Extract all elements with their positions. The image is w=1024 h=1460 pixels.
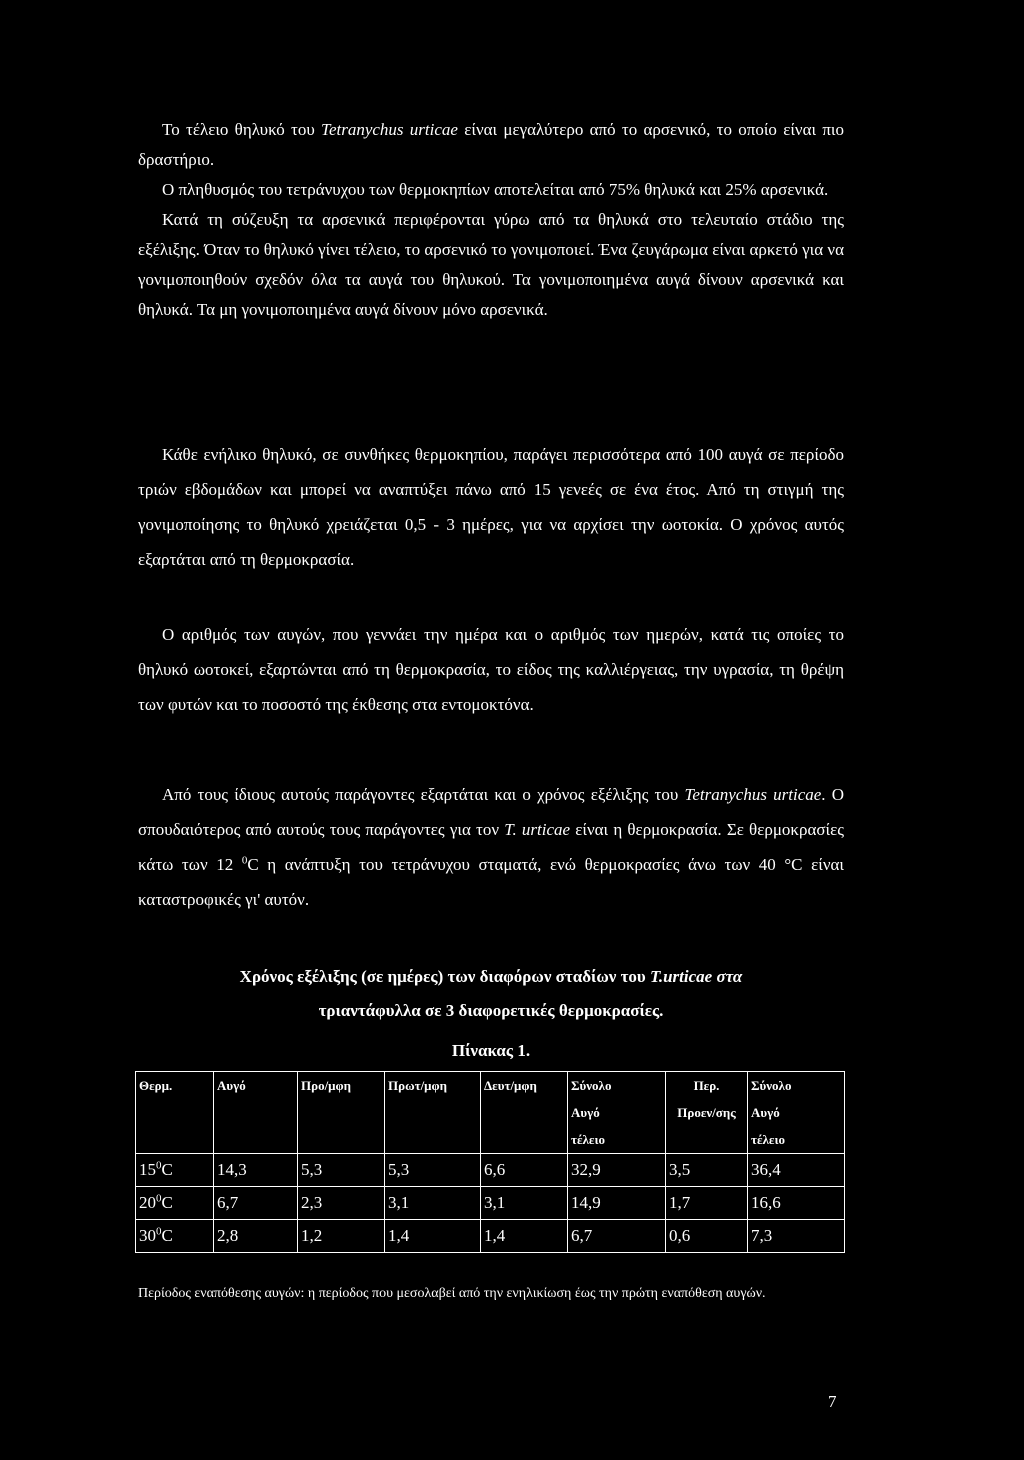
header-preoviposition: Περ. Προεν/σης [666, 1072, 748, 1154]
value-cell: 2,3 [298, 1187, 385, 1220]
value-cell: 1,7 [666, 1187, 748, 1220]
text: είναι η θερμοκρασία. Σε θερμοκρασίες κάτω των 12 [138, 820, 845, 874]
value-cell: 3,5 [666, 1154, 748, 1187]
sentence-size [138, 115, 844, 175]
text: Από τους ίδιους αυτούς παράγοντες εξαρτάται και ο χρόνος εξέλιξης του [162, 785, 685, 804]
sentence-population: Ο πληθυσμός του τετράνυχου των θερμοκηπίων αποτελείται από 75% θηλυκά και 25% αρσενικά. [162, 180, 829, 199]
value-cell: 14,3 [214, 1154, 298, 1187]
header-total-egg-adult: Σύνολο Αυγό τέλειο [568, 1072, 666, 1154]
table-caption [138, 960, 844, 1028]
paragraph-intro [138, 115, 844, 325]
header-egg: Αυγό [214, 1072, 298, 1154]
value-cell: 0,6 [666, 1220, 748, 1253]
value-cell: 6,7 [568, 1220, 666, 1253]
value-cell: 6,6 [481, 1154, 568, 1187]
temperature-cell: $30^0C$ [136, 1220, 214, 1253]
text: Χρόνος εξέλιξης (σε ημέρες) των διαφόρων σταδίων του [239, 967, 651, 986]
text: Το τέλειο θηλυκό του [162, 120, 322, 139]
value-cell: 1,4 [385, 1220, 481, 1253]
table-footnote: Περίοδος εναπόθεσης αυγών: η περίοδος που μεσολαβεί από την ενηλικίωση έως την πρώτη εναπόθεση αυγών. [138, 1286, 766, 1301]
header-larva: Προ/μφη [298, 1072, 385, 1154]
value-cell: 1,2 [298, 1220, 385, 1253]
value-cell: 32,9 [568, 1154, 666, 1187]
paragraph-fecundity: Κάθε ενήλικο θηλυκό, σε συνθήκες θερμοκηπίου, παράγει περισσότερα από 100 αυγά σε περίοδο τριών εβδομάδων και μπορεί να αναπτύξει πάνω από 15 γενεές σε ένα έτος. Από τη στιγμή της γονιμοποίησης το θηλυκό χρειάζεται 0,5 - 3 ημέρες, για να αρχίσει την ωοτοκία. Ο χρόνος αυτός εξαρτάται από τη θερμοκρασία. [138, 445, 844, 569]
degree-superscript: 0 [241, 854, 248, 867]
paragraph-egg-count: Ο αριθμός των αυγών, που γεννάει την ημέρα και ο αριθμός των ημερών, κατά τις οποίες το θηλυκό ωοτοκεί, εξαρτώνται από τη θερμοκρασία, το είδος της καλλιέργειας, την υγρασία, τη θρέψη των φυτών και το ποσοστό της έκθεσης στα εντομοκτόνα. [138, 625, 844, 714]
species-name: T. urticae [504, 820, 571, 839]
value-cell: 3,1 [481, 1187, 568, 1220]
header-deutonymph: Δευτ/μφη [481, 1072, 568, 1154]
value-cell: 36,4 [748, 1154, 845, 1187]
temperature-cell: $15^0C$ [136, 1154, 214, 1187]
value-cell: 5,3 [298, 1154, 385, 1187]
paragraph-development [138, 777, 844, 917]
value-cell: 3,1 [385, 1187, 481, 1220]
value-cell: 14,9 [568, 1187, 666, 1220]
species-name: T.urticae στα [650, 967, 743, 986]
table-row [136, 1220, 845, 1253]
caption-line-1 [138, 960, 844, 994]
text: . Ο σπουδαιότερος από αυτούς τους παράγοντες για τον [138, 785, 845, 839]
value-cell: 7,3 [748, 1220, 845, 1253]
value-cell: 1,4 [481, 1220, 568, 1253]
caption-line-2: τριαντάφυλλα σε 3 διαφορετικές θερμοκρασίες. [318, 1001, 664, 1020]
table-label: Πίνακας 1. [451, 1041, 531, 1060]
table-row [136, 1154, 845, 1187]
value-cell: 16,6 [748, 1187, 845, 1220]
species-name: Tetranychus urticae [684, 785, 822, 804]
temperature-cell: $20^0C$ [136, 1187, 214, 1220]
species-name: Tetranychus urticae [321, 120, 458, 139]
value-cell: 2,8 [214, 1220, 298, 1253]
text: C η ανάπτυξη του τετράνυχου σταματά, ενώ θερμοκρασίες άνω των 40 °C είναι καταστροφικές γι' αυτόν. [138, 855, 844, 909]
header-total-egg-adult-2: Σύνολο Αυγό τέλειο [748, 1072, 845, 1154]
development-time-table [135, 1071, 845, 1253]
value-cell: 6,7 [214, 1187, 298, 1220]
table-row [136, 1187, 845, 1220]
value-cell: 5,3 [385, 1154, 481, 1187]
text: είναι μεγαλύτερο από το αρσενικό, το οποίο είναι πιο δραστήριο. [138, 120, 844, 169]
table-header-row [136, 1072, 845, 1154]
header-temperature: Θερμ. [136, 1072, 214, 1154]
sentence-mating: Κατά τη σύζευξη τα αρσενικά περιφέρονται γύρω από τα θηλυκά στο τελευταίο στάδιο της εξέλιξης. Όταν το θηλυκό γίνει τέλειο, το αρσενικό το γονιμοποιεί. Ένα ζευγάρωμα είναι αρκετό για να γονιμοποιηθούν σχεδόν όλα τα αυγά του θηλυκού. Τα γονιμοποιημένα αυγά δίνουν αρσενικά και θηλυκά. Τα μη γονιμοποιημένα αυγά δίνουν μόνο αρσενικά. [138, 210, 844, 319]
header-protonymph: Πρωτ/μφη [385, 1072, 481, 1154]
page-number: 7 [828, 1392, 837, 1411]
